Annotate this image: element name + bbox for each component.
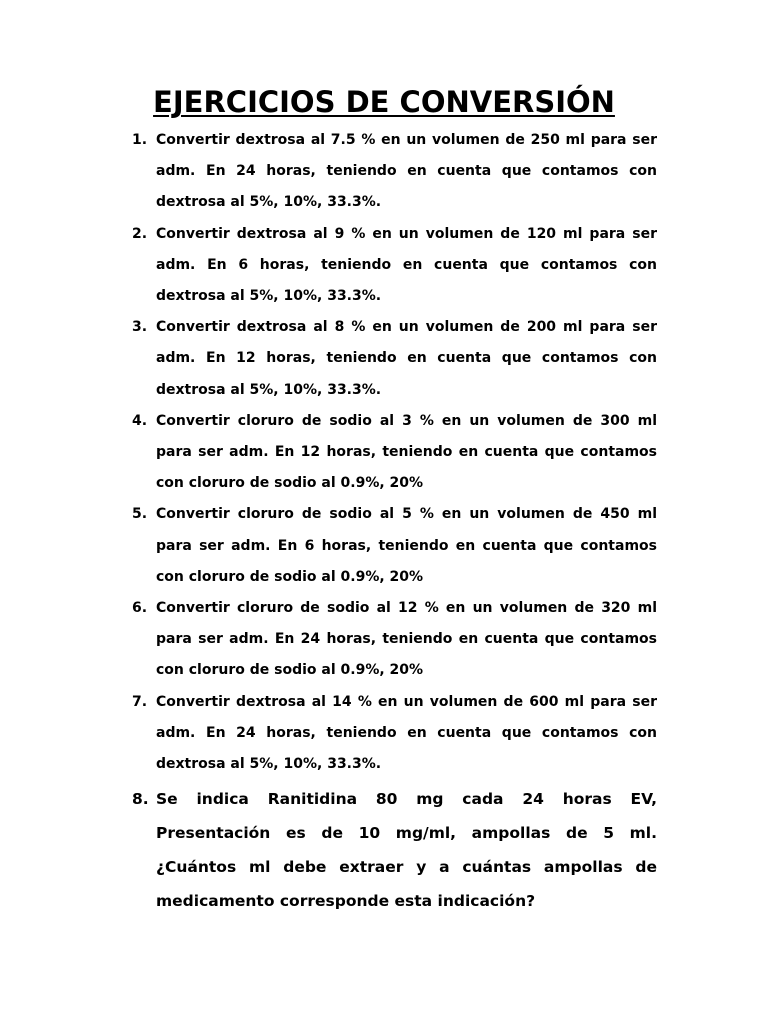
- page-title-text: EJERCICIOS DE CONVERSIÓN: [153, 85, 615, 119]
- exercise-number: 7.: [132, 693, 148, 710]
- exercise-item-7: [132, 687, 657, 781]
- exercise-text: Convertir dextrosa al 8 % en un volumen de 200 ml para ser adm. En 12 horas, teniendo en cuenta que contamos con dextrosa al 5%, 10%, 33.3%.: [156, 319, 657, 398]
- exercise-number: 5.: [132, 506, 148, 523]
- exercise-text: Se indica Ranitidina 80 mg cada 24 horas EV, Presentación es de 10 mg/ml, ampollas de 5 ml. ¿Cuántos ml debe extraer y a cuántas ampollas de medicamento corresponde esta indicación?: [156, 790, 657, 911]
- exercise-number: 8.: [132, 790, 149, 809]
- exercise-number: 1.: [132, 132, 148, 148]
- exercise-text: Convertir cloruro de sodio al 3 % en un volumen de 300 ml para ser adm. En 12 horas, teniendo en cuenta que contamos con cloruro de sodio al 0.9%, 20%: [156, 412, 657, 492]
- exercise-number: 2.: [132, 225, 148, 242]
- exercise-item-1: [132, 125, 657, 219]
- exercise-item-2: [132, 219, 657, 313]
- exercise-item-5: [132, 499, 657, 593]
- exercise-number: 6.: [132, 600, 148, 617]
- exercise-text: Convertir dextrosa al 14 % en un volumen de 600 ml para ser adm. En 24 horas, teniendo en cuenta que contamos con dextrosa al 5%, 10%, 33.3%.: [156, 693, 657, 773]
- exercise-item-6: [132, 593, 657, 687]
- exercise-item-3: [132, 312, 657, 406]
- exercise-item-4: [132, 406, 657, 500]
- exercise-number: 4.: [132, 412, 148, 429]
- exercise-item-8: [132, 782, 657, 918]
- page-title: [0, 84, 768, 120]
- exercise-text: Convertir dextrosa al 9 % en un volumen de 120 ml para ser adm. En 6 horas, teniendo en cuenta que contamos con dextrosa al 5%, 10%, 33.3%.: [156, 225, 657, 305]
- exercise-list: [132, 125, 657, 918]
- exercise-text: Convertir cloruro de sodio al 5 % en un volumen de 450 ml para ser adm. En 6 horas, teniendo en cuenta que contamos con cloruro de sodio al 0.9%, 20%: [156, 506, 657, 585]
- exercise-text: Convertir cloruro de sodio al 12 % en un volumen de 320 ml para ser adm. En 24 horas, teniendo en cuenta que contamos con cloruro de sodio al 0.9%, 20%: [156, 600, 657, 679]
- exercise-number: 3.: [132, 319, 148, 336]
- exercise-text: Convertir dextrosa al 7.5 % en un volumen de 250 ml para ser adm. En 24 horas, teniendo en cuenta que contamos con dextrosa al 5%, 10%, 33.3%.: [156, 132, 657, 211]
